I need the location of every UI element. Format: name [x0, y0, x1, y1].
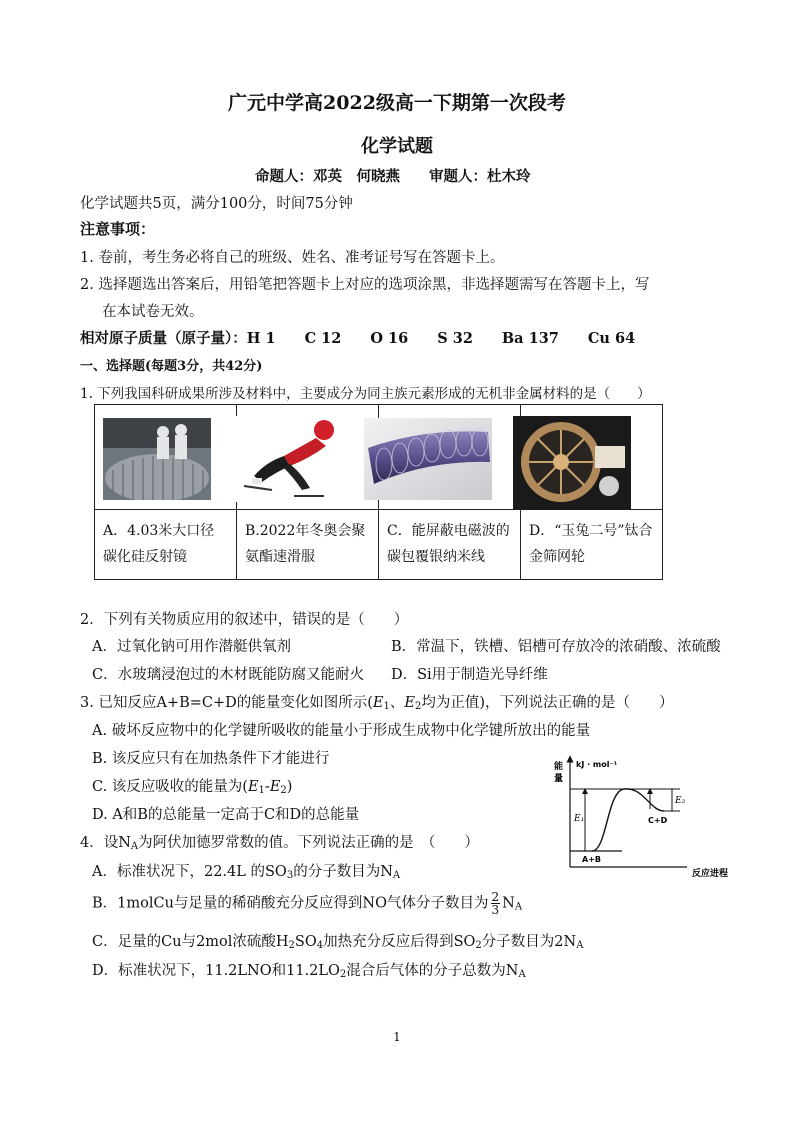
diagram-y-label-1: 能: [554, 762, 564, 772]
question-2-option-a: A．过氧化钠可用作潜艇供氧剂: [92, 639, 291, 655]
note-item-2: 2. 选择题选出答案后，用铅笔把答题卡上对应的选项涂黑，非选择题需写在答题卡上，写: [80, 277, 650, 293]
diagram-e2-label: E₂: [675, 796, 686, 806]
note-item-2-cont: 在本试卷无效。: [102, 304, 204, 320]
rover-wheel-photo: [513, 416, 631, 510]
mirror-photo: [103, 418, 211, 500]
option-d-caption: D．“玉兔二号”钛合金筛网轮: [521, 510, 663, 580]
question-2-stem: 2．下列有关物质应用的叙述中，错误的是（ ）: [80, 612, 409, 628]
diagram-unit-label: kJ · mol⁻¹: [576, 760, 618, 769]
diagram-reactants-label: A+B: [582, 855, 601, 864]
question-2-option-c: C．水玻璃浸泡过的木材既能防腐又能耐火: [92, 667, 365, 683]
energy-diagram: [552, 755, 742, 880]
authors-line: 命题人：邓英 何晓燕 审题人：杜木玲: [255, 168, 531, 185]
question-4-option-d: D．标准状况下，11.2LNO和$11.2LO_2$混合后气体的分子总数为$N_A$: [92, 963, 526, 980]
question-1-stem: 1. 下列我国科研成果所涉及材料中，主要成分为同主族元素形成的无机非金属材料的是（ ）: [80, 386, 651, 402]
section-heading: 一、选择题(每题3分，共42分): [80, 359, 263, 374]
diagram-y-label-2: 量: [554, 774, 564, 784]
question-2-option-d: D．Si用于制造光导纤维: [391, 667, 548, 683]
page-number: 1: [393, 1030, 401, 1044]
skater-photo: [232, 416, 358, 502]
option-b-caption: B.2022年冬奥会聚氨酯速滑服: [237, 510, 379, 580]
diagram-x-label: 反应进程: [692, 869, 729, 879]
question-4-option-c: C．足量的Cu与2mol浓硫酸$H_2SO_4$加热充分反应后得到$SO_2$分子数目为$2N_A$: [92, 934, 584, 951]
question-4-option-b: B．1molCu与足量的稀硝酸充分反应得到NO气体分子数目为 $\frac{2}{3}$ $N_A$: [92, 890, 523, 917]
question-3-option-d: D. A和B的总能量一定高于C和D的总能量: [92, 807, 360, 823]
question-3-option-b: B. 该反应只有在加热条件下才能进行: [92, 751, 330, 767]
atomic-mass-line: 相对原子质量（原子量）：H 1 C 12 O 16 S 32 Ba 137 Cu 64: [80, 330, 636, 347]
exam-info: 化学试题共5页，满分100分，时间75分钟: [80, 196, 353, 212]
diagram-e1-label: E₁: [574, 814, 585, 824]
nanotube-photo: [364, 418, 492, 500]
question-2-option-b: B．常温下，铁槽、铝槽可存放冷的浓硝酸、浓硫酸: [391, 639, 721, 655]
fraction-two-thirds: $\frac{2}{3}$: [491, 890, 500, 917]
question-4-option-a: A．标准状况下，22.4L 的$SO_3$的分子数目为$N_A$: [92, 864, 401, 881]
question-3-option-a: A. 破坏反应物中的化学键所吸收的能量小于形成生成物中化学键所放出的能量: [92, 723, 591, 739]
exam-title: 广元中学高2022级高一下期第一次段考: [228, 92, 566, 114]
question-3-stem: 3. 已知反应A+B=C+D的能量变化如图所示($E_1$、$E_2$均为正值)，下列说法正确的是（ ）: [80, 695, 674, 712]
question-4-stem: 4．设$N_A$为阿伏加德罗常数的值。下列说法正确的是 （ ）: [80, 835, 479, 852]
diagram-products-label: C+D: [648, 816, 668, 825]
option-a-caption: A．4.03米大口径碳化硅反射镜: [95, 510, 237, 580]
exam-subtitle: 化学试题: [361, 136, 433, 157]
notes-heading: 注意事项：: [80, 220, 156, 238]
question-3-option-c: C. 该反应吸收的能量为$(E_1-E_2)$: [92, 779, 293, 796]
note-item-1: 1. 卷前，考生务必将自己的班级、姓名、准考证号写在答题卡上。: [80, 250, 505, 266]
option-c-caption: C．能屏蔽电磁波的碳包覆银纳米线: [379, 510, 521, 580]
